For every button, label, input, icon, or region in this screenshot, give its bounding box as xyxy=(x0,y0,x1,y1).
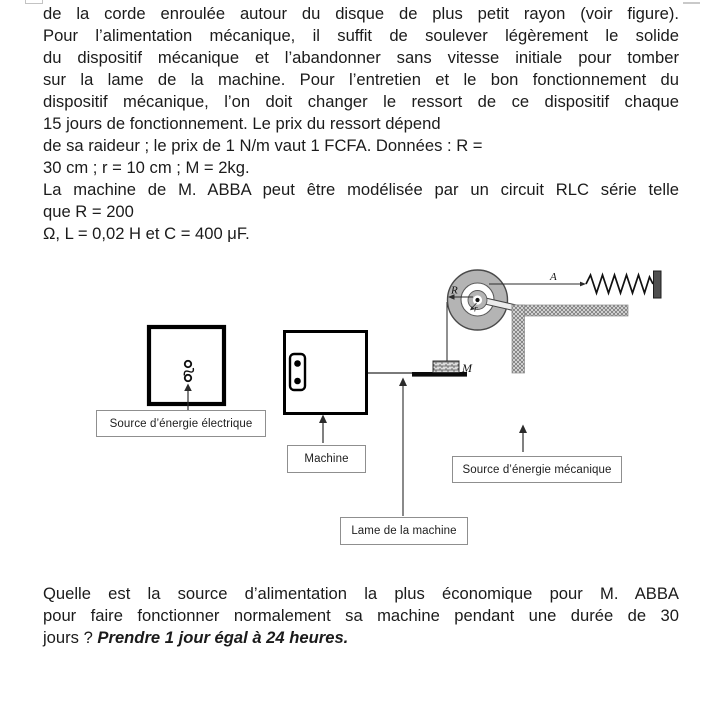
machine-box xyxy=(285,332,367,444)
text-line: pour faire fonctionner normalement sa machine pendant une durée de 30 xyxy=(43,606,679,625)
mechanical-arrow-up-icon xyxy=(519,425,527,453)
blade-arrow-up-icon xyxy=(399,378,407,517)
label-electric-source xyxy=(96,410,266,437)
label-machine xyxy=(287,445,366,473)
text-line xyxy=(43,627,679,649)
support-wall xyxy=(512,305,628,373)
label-text: Source d’énergie mécanique xyxy=(462,463,612,476)
question-text xyxy=(43,583,679,649)
text-line: que R = 200 xyxy=(43,202,134,221)
label-text: Lame de la machine xyxy=(351,525,457,537)
mass-block xyxy=(433,361,473,375)
text-line: Quelle est la source d’alimentation la plus économique pour M. ABBA xyxy=(43,584,679,603)
text-line: Ω, L = 0,02 H et C = 400 μF. xyxy=(43,224,250,243)
text-line: de la corde enroulée autour du disque de plus petit rayon (voir figure). xyxy=(43,4,679,23)
outlet-icon xyxy=(290,354,305,390)
question-emphasis: Prendre 1 jour égal à 24 heures. xyxy=(97,628,349,647)
radius-r-label: r xyxy=(474,303,478,314)
text-line: 15 jours de fonctionnement. Le prix du ressort dépend xyxy=(43,114,441,133)
point-A-label: A xyxy=(550,271,557,283)
mass-label: M xyxy=(462,361,472,375)
question-tail: jours ? xyxy=(43,628,98,647)
spring-icon xyxy=(586,275,653,293)
label-mechanical-source xyxy=(452,456,622,483)
text-line: 30 cm ; r = 10 cm ; M = 2kg. xyxy=(43,158,250,177)
label-text: Machine xyxy=(304,453,349,465)
figure-diagram xyxy=(0,258,720,560)
text-line: dispositif mécanique, l’on doit changer le ressort de ce dispositif chaque xyxy=(43,92,679,111)
problem-statement xyxy=(43,3,679,245)
label-text: Source d’énergie électrique xyxy=(109,417,253,430)
cropped-ui-fragment-right xyxy=(683,2,700,4)
text-line: du dispositif mécanique et l’abandonner sans vitesse initiale pour tomber xyxy=(43,48,679,67)
radius-R-label: R xyxy=(451,284,458,297)
text-line: La machine de M. ABBA peut être modélisée par un circuit RLC série telle xyxy=(43,180,679,199)
machine-arrow-up-icon xyxy=(319,415,327,444)
cropped-ui-fragment-left xyxy=(25,0,43,4)
text-line: Pour l’alimentation mécanique, il suffit de soulever légèrement le solide xyxy=(43,26,679,45)
spring-assembly xyxy=(489,271,661,298)
electric-source-box xyxy=(149,327,224,410)
text-line: sur la lame de la machine. Pour l’entretien et le bon fonctionnement du xyxy=(43,70,679,89)
label-blade xyxy=(340,517,468,545)
text-line: de sa raideur ; le prix de 1 N/m vaut 1 FCFA. Données : R = xyxy=(43,136,483,155)
anchor-wall xyxy=(654,271,662,298)
